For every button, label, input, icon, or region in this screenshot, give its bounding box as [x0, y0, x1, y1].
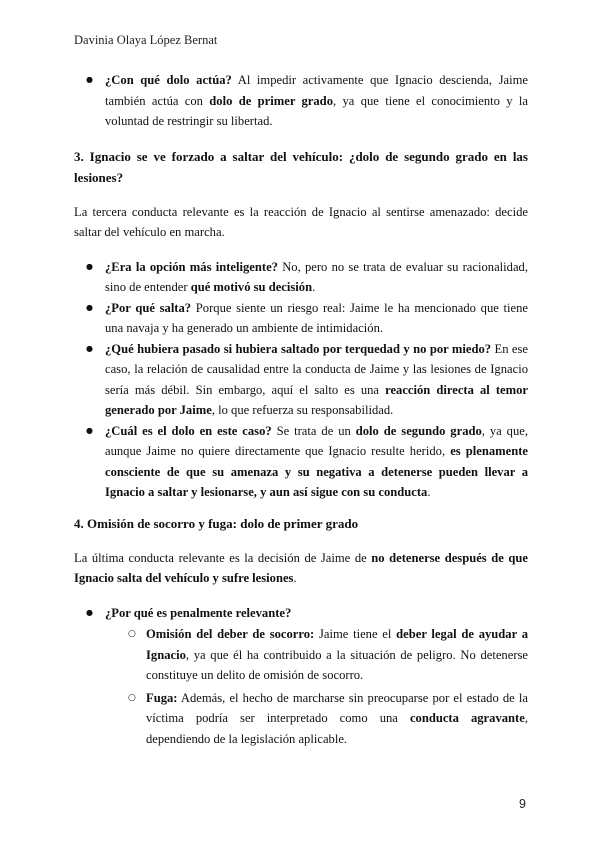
list-item	[74, 70, 528, 132]
body-text: .	[427, 485, 431, 499]
emphasis-text: dolo de segundo grado	[355, 423, 482, 438]
body-text: .	[293, 571, 297, 585]
body-text: Al impedir activamente que Ignacio descienda, Jaime también actúa con	[105, 73, 528, 108]
bullet-list-intro	[74, 70, 528, 132]
emphasis-text: conducta agravante	[409, 711, 525, 725]
list-item	[74, 421, 528, 503]
sub-list-item	[105, 624, 528, 686]
page-number: 9	[519, 797, 526, 811]
body-text: .	[312, 280, 316, 294]
emphasis-text: Omisión del deber de socorro:	[146, 627, 315, 641]
section-4-heading: 4. Omisión de socorro y fuga: dolo de primer grado	[74, 515, 359, 531]
body-text: No, pero no se trata de evaluar su racionalidad, sino de entender	[105, 259, 528, 294]
body-text: Jaime tiene el	[314, 627, 397, 641]
question-text: ¿Con qué dolo actúa?	[105, 73, 232, 87]
question-text: ¿Qué hubiera pasado si hubiera saltado por terquedad y no por miedo?	[105, 341, 492, 356]
body-text: Se trata de un	[271, 423, 356, 438]
body-text: Además, el hecho de marcharse sin preocuparse por el estado de la víctima podría ser interpretado como una	[146, 690, 528, 725]
emphasis-text: es plenamente consciente de que su amenaza y su negativa a detenerse pueden llevar a Ignacio a saltar y lesionarse, y aun así sigue con su conducta	[105, 444, 528, 499]
question-text: ¿Por qué salta?	[105, 300, 192, 315]
list-item	[74, 603, 528, 750]
body-text: , ya que tiene el conocimiento y la voluntad de restringir su libertad.	[105, 93, 528, 128]
question-text: ¿Por qué es penalmente relevante?	[105, 605, 292, 620]
document-body	[74, 70, 528, 751]
body-text: , ya que, aunque Jaime no quiere directamente que Ignacio resulte herido,	[105, 423, 529, 458]
body-text: Porque siente un riesgo real: Jaime le ha mencionado que tiene una navaja y ha generado un ambiente de intimidación.	[105, 300, 528, 335]
question-text: ¿Cuál es el dolo en este caso?	[105, 423, 272, 438]
list-item	[74, 298, 528, 339]
page-header-author: Davinia Olaya López Bernat	[74, 33, 218, 47]
question-text: ¿Era la opción más inteligente?	[105, 259, 278, 274]
section-4-intro	[74, 548, 528, 589]
sub-bullet-list	[105, 624, 528, 749]
section-3-intro: La tercera conducta relevante es la reacción de Ignacio al sentirse amenazado: decide saltar del vehículo en marcha.	[74, 204, 528, 239]
bullet-list-section-4	[74, 603, 528, 750]
emphasis-text: reacción directa al temor generado por Jaime	[105, 382, 528, 417]
section-3-heading: 3. Ignacio se ve forzado a saltar del vehículo: ¿dolo de segundo grado en las lesiones?	[74, 148, 528, 185]
list-item	[74, 339, 528, 421]
body-text: , dependiendo de la legislación aplicable.	[146, 711, 528, 746]
emphasis-text: no detenerse después de que Ignacio salta del vehículo y sufre lesiones	[74, 550, 528, 585]
emphasis-text: dolo de primer grado	[209, 93, 333, 108]
emphasis-text: Fuga:	[146, 690, 178, 705]
body-text: , lo que refuerza su responsabilidad.	[211, 403, 394, 417]
bullet-list-section-3	[74, 257, 528, 503]
body-text: La última conducta relevante es la decisión de Jaime de	[74, 550, 372, 565]
body-text: En ese caso, la relación de causalidad entre la conducta de Jaime y las lesiones de Ignacio sería más débil. Sin embargo, aquí el salto es una	[105, 341, 528, 397]
emphasis-text: deber legal de ayudar a Ignacio	[146, 627, 528, 662]
body-text: , ya que él ha contribuido a la situación de peligro. No detenerse constituye un delito de omisión de socorro.	[146, 647, 528, 682]
emphasis-text: qué motivó su decisión	[190, 280, 313, 294]
sub-list-item	[105, 688, 528, 750]
list-item	[74, 257, 528, 298]
